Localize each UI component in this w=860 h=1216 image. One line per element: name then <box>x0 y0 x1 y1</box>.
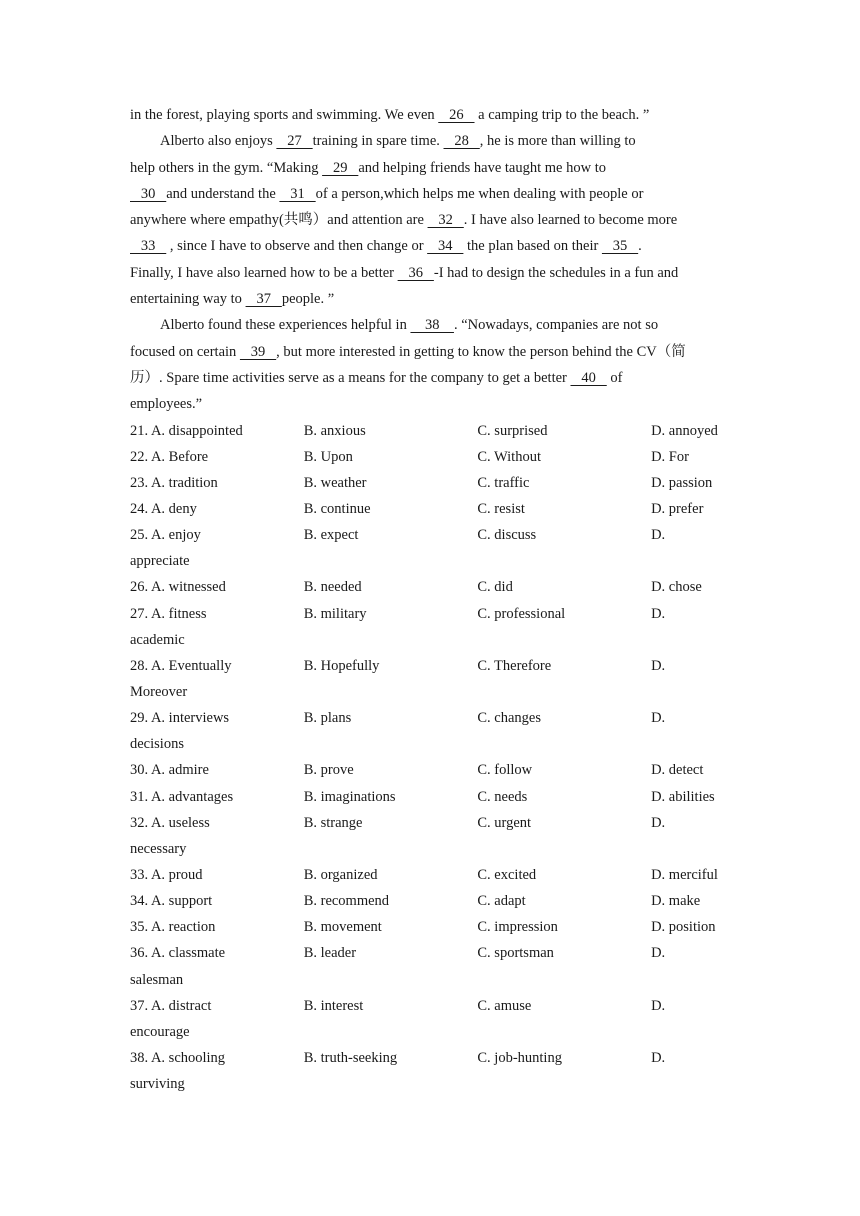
passage-line <box>130 181 730 207</box>
option-a: 29. A. interviews <box>130 710 230 727</box>
option-b: B. plans <box>303 710 352 727</box>
option-c: C. Therefore <box>477 657 552 674</box>
option-d: D. <box>651 527 666 544</box>
option-d: D. prefer <box>651 500 704 517</box>
question-row <box>130 757 730 783</box>
passage-line <box>130 391 730 417</box>
passage-text: and understand the <box>166 185 280 202</box>
option-b: B. recommend <box>303 893 390 910</box>
blank: 33 <box>130 238 167 255</box>
option-b: B. organized <box>303 866 378 883</box>
question-row <box>130 888 730 914</box>
option-a: 31. A. advantages <box>130 788 234 805</box>
option-b: B. imaginations <box>303 788 396 805</box>
option-d: D. <box>651 605 666 622</box>
option-b: B. leader <box>303 945 357 962</box>
option-a: 35. A. reaction <box>130 919 216 936</box>
passage-line <box>130 233 730 259</box>
blank: 32 <box>427 212 464 229</box>
passage-text: anywhere where empathy(共鸣）and attention are <box>130 212 428 229</box>
option-d-continuation: encourage <box>130 1023 190 1040</box>
option-a: 25. A. enjoy <box>130 527 201 544</box>
option-b: B. truth-seeking <box>303 1049 398 1066</box>
passage-text: Alberto found these experiences helpful in <box>160 317 411 334</box>
option-b: B. continue <box>303 500 371 517</box>
blank: 36 <box>397 264 434 281</box>
option-d: D. passion <box>651 474 713 491</box>
option-d-continuation: decisions <box>130 736 184 753</box>
blank: 40 <box>570 369 607 386</box>
option-c: C. changes <box>477 710 541 727</box>
option-d: D. <box>651 1049 666 1066</box>
option-c: C. sportsman <box>477 945 554 962</box>
question-row <box>130 993 730 1019</box>
question-row <box>130 940 730 966</box>
passage-line <box>130 365 730 391</box>
option-d: D. annoyed <box>651 422 718 439</box>
option-b: B. movement <box>303 919 382 936</box>
passage-text: a camping trip to the beach. ” <box>474 107 650 123</box>
question-row <box>130 574 730 600</box>
passage-text: Finally, I have also learned how to be a better <box>130 264 398 281</box>
passage-text: , he is more than willing to <box>479 133 636 150</box>
option-c: C. discuss <box>477 527 537 544</box>
document-page <box>130 102 730 1097</box>
option-c: C. resist <box>477 500 525 517</box>
option-c: C. Without <box>477 448 541 465</box>
option-c: C. traffic <box>477 474 530 491</box>
question-row <box>130 470 730 496</box>
option-d-continuation: necessary <box>130 840 187 857</box>
option-c: C. surprised <box>477 422 548 439</box>
option-c: C. excited <box>477 866 537 883</box>
option-a: 30. A. admire <box>130 762 209 779</box>
question-row <box>130 496 730 522</box>
passage-line <box>130 339 730 365</box>
option-d: D. make <box>651 893 701 910</box>
passage-text: . I have also learned to become more <box>463 212 678 229</box>
blank: 38 <box>410 317 454 334</box>
passage-text: focused on certain <box>130 343 240 360</box>
passage-text: Alberto also enjoys <box>160 133 277 150</box>
blank: 30 <box>130 185 167 202</box>
blank: 35 <box>601 238 639 255</box>
passage-text: , but more interested in getting to know the person behind the CV（简 <box>276 343 686 360</box>
option-a: 21. A. disappointed <box>130 422 243 439</box>
option-b: B. military <box>303 605 367 622</box>
option-a: 24. A. deny <box>130 500 197 517</box>
option-c: C. professional <box>477 605 566 622</box>
passage-text: . “Nowadays, companies are not so <box>453 317 659 334</box>
option-d-continuation: surviving <box>130 1076 185 1093</box>
blank: 28 <box>443 133 480 150</box>
option-b: B. expect <box>303 527 359 544</box>
blank: 26 <box>438 107 475 123</box>
passage-line <box>130 286 730 312</box>
option-d: D. <box>651 945 666 962</box>
option-b: B. anxious <box>303 422 366 439</box>
option-c: C. urgent <box>477 814 532 831</box>
option-c: C. needs <box>477 788 528 805</box>
options-list <box>130 418 730 1098</box>
passage-line <box>130 102 730 128</box>
option-c: C. adapt <box>477 893 526 910</box>
passage-text: of <box>606 369 623 386</box>
question-row <box>130 862 730 888</box>
option-d: D. merciful <box>651 866 718 883</box>
option-d-continuation: appreciate <box>130 553 190 570</box>
passage-line <box>130 312 730 338</box>
question-row <box>130 914 730 940</box>
passage-text: of a person,which helps me when dealing with people or <box>315 185 644 202</box>
option-d: D. abilities <box>651 788 715 805</box>
option-a: 36. A. classmate <box>130 945 226 962</box>
blank: 27 <box>276 133 313 150</box>
blank: 34 <box>427 238 464 255</box>
passage-text: in the forest, playing sports and swimming. We even <box>130 107 439 123</box>
passage-text: people. ” <box>281 291 335 308</box>
option-d-continuation: Moreover <box>130 683 188 700</box>
option-b: B. needed <box>303 579 362 596</box>
passage-text: . <box>638 238 642 255</box>
option-c: C. amuse <box>477 997 532 1014</box>
option-d: D. <box>651 657 666 674</box>
option-a: 26. A. witnessed <box>130 579 226 596</box>
option-a: 32. A. useless <box>130 814 210 831</box>
passage-line <box>130 155 730 181</box>
question-row <box>130 1045 730 1071</box>
passage-text: employees.” <box>130 396 203 413</box>
option-d: D. <box>651 814 666 831</box>
question-row <box>130 601 730 627</box>
blank: 37 <box>245 291 282 308</box>
passage-text: , since I have to observe and then change or <box>166 238 428 255</box>
option-a: 37. A. distract <box>130 997 212 1014</box>
question-row <box>130 705 730 731</box>
blank: 31 <box>279 185 316 202</box>
passage-text: the plan based on their <box>463 238 602 255</box>
option-d-continuation: academic <box>130 631 185 648</box>
passage-text: training in spare time. <box>312 133 444 150</box>
option-c: C. impression <box>477 919 558 936</box>
passage-text: -I had to design the schedules in a fun and <box>433 264 679 281</box>
passage-text: 历）. Spare time activities serve as a means for the company to get a better <box>130 369 571 386</box>
option-a: 27. A. fitness <box>130 605 207 622</box>
question-row <box>130 653 730 679</box>
option-d: D. <box>651 710 666 727</box>
passage-text: and helping friends have taught me how to <box>358 159 606 176</box>
option-b: B. Upon <box>303 448 353 465</box>
option-d: D. position <box>651 919 716 936</box>
option-d: D. chose <box>651 579 702 596</box>
option-a: 38. A. schooling <box>130 1049 226 1066</box>
passage-line <box>130 207 730 233</box>
question-row <box>130 810 730 836</box>
blank: 39 <box>239 343 277 360</box>
passage-text: entertaining way to <box>130 291 246 308</box>
question-row <box>130 444 730 470</box>
option-c: C. follow <box>477 762 533 779</box>
option-c: C. job-hunting <box>477 1049 562 1066</box>
passage <box>130 102 730 418</box>
option-a: 23. A. tradition <box>130 474 218 491</box>
passage-line <box>130 128 730 154</box>
option-a: 34. A. support <box>130 893 213 910</box>
option-b: B. Hopefully <box>303 657 380 674</box>
option-c: C. did <box>477 579 513 596</box>
option-d: D. <box>651 997 666 1014</box>
option-d-continuation: salesman <box>130 971 184 988</box>
option-a: 33. A. proud <box>130 866 203 883</box>
option-b: B. prove <box>303 762 354 779</box>
option-d: D. For <box>651 448 689 465</box>
passage-text: help others in the gym. “Making <box>130 159 323 176</box>
option-b: B. strange <box>303 814 363 831</box>
question-row <box>130 522 730 548</box>
question-row <box>130 418 730 444</box>
option-b: B. interest <box>303 997 364 1014</box>
blank: 29 <box>322 159 359 176</box>
option-a: 28. A. Eventually <box>130 657 232 674</box>
question-row <box>130 784 730 810</box>
option-b: B. weather <box>303 474 367 491</box>
option-d: D. detect <box>651 762 704 779</box>
option-a: 22. A. Before <box>130 448 209 465</box>
passage-line <box>130 260 730 286</box>
